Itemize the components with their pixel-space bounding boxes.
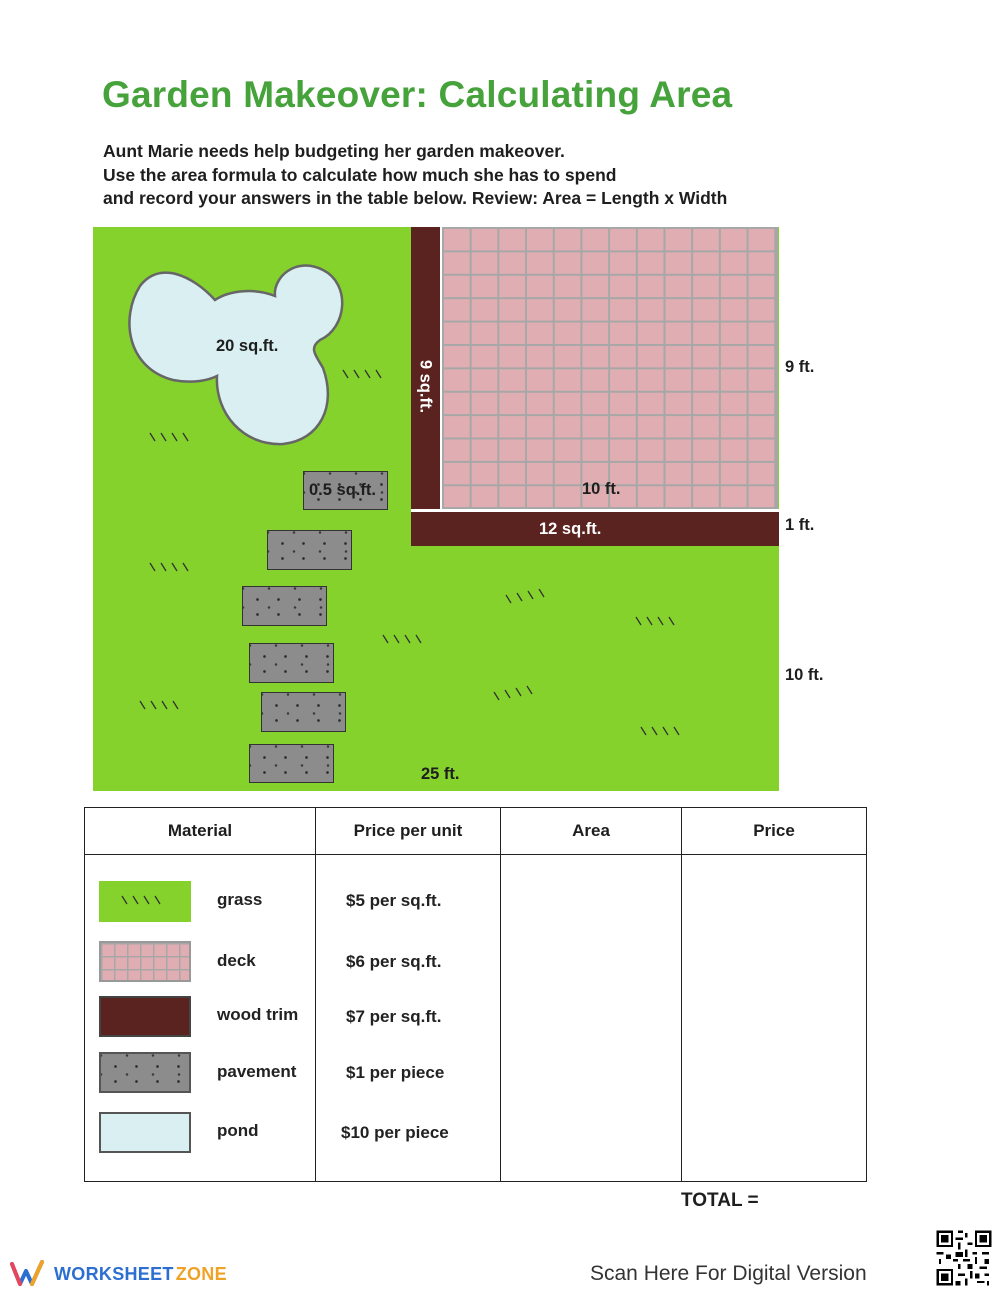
instruction-line: Use the area formula to calculate how much she has to spend bbox=[103, 164, 617, 185]
trim-vertical-area-label: 9 sq.ft. bbox=[416, 359, 435, 414]
price-cell bbox=[316, 855, 501, 1182]
pond-swatch bbox=[99, 1112, 191, 1153]
column-header: Material bbox=[85, 808, 316, 855]
material-label: pond bbox=[217, 1121, 259, 1140]
instruction-line: and record your answers in the table below. Review: Area = Length x Width bbox=[103, 188, 728, 208]
instructions bbox=[103, 140, 803, 211]
unit-price: $1 per piece bbox=[346, 1063, 445, 1082]
unit-price: $6 per sq.ft. bbox=[346, 952, 442, 971]
dimension-label-grass: 10 ft. bbox=[785, 666, 824, 684]
area-answer-cell[interactable] bbox=[501, 855, 682, 1182]
pavement-swatch bbox=[99, 1052, 191, 1093]
deck-width-label: 10 ft. bbox=[582, 480, 621, 498]
total-label: TOTAL = bbox=[681, 1190, 759, 1211]
material-cell bbox=[85, 855, 316, 1182]
wood-trim-swatch bbox=[99, 996, 191, 1037]
pavement-stone bbox=[261, 692, 346, 732]
brand-logo[interactable] bbox=[10, 1258, 227, 1290]
pavement-stone bbox=[249, 744, 334, 783]
unit-price: $5 per sq.ft. bbox=[346, 891, 442, 910]
grass-swatch bbox=[99, 881, 191, 922]
qr-code-icon[interactable] bbox=[934, 1228, 994, 1288]
brand-name-part: ZONE bbox=[175, 1263, 227, 1284]
garden-diagram bbox=[93, 227, 779, 791]
price-table bbox=[84, 807, 867, 1182]
stone-area-label: 0.5 sq.ft. bbox=[309, 481, 376, 499]
table-row bbox=[85, 855, 867, 1182]
page-title: Garden Makeover: Calculating Area bbox=[102, 74, 733, 115]
column-header: Area bbox=[501, 808, 682, 855]
pavement-stone bbox=[242, 586, 327, 626]
material-label: pavement bbox=[217, 1062, 297, 1081]
instruction-line: Aunt Marie needs help budgeting her garden makeover. bbox=[103, 141, 565, 161]
material-label: wood trim bbox=[217, 1005, 299, 1024]
deck-swatch bbox=[99, 941, 191, 982]
grass-tufts bbox=[93, 227, 779, 791]
grass-tuft-icon bbox=[99, 881, 191, 922]
dimension-label-deck: 9 ft. bbox=[785, 358, 815, 376]
material-label: grass bbox=[217, 890, 263, 909]
scan-instruction: Scan Here For Digital Version bbox=[590, 1262, 867, 1285]
unit-price: $10 per piece bbox=[341, 1123, 449, 1142]
pond-area-label: 20 sq.ft. bbox=[216, 337, 279, 355]
bottom-dimension-label: 25 ft. bbox=[421, 765, 460, 783]
table-header-row bbox=[85, 808, 867, 855]
worksheetzone-logo-icon bbox=[10, 1260, 46, 1288]
pavement-stone bbox=[267, 530, 352, 570]
unit-price: $7 per sq.ft. bbox=[346, 1007, 442, 1026]
brand-name bbox=[54, 1264, 227, 1285]
dimension-label-trim: 1 ft. bbox=[785, 516, 815, 534]
price-answer-cell[interactable] bbox=[682, 855, 867, 1182]
material-label: deck bbox=[217, 951, 256, 970]
column-header: Price per unit bbox=[316, 808, 501, 855]
pavement-stone bbox=[249, 643, 334, 683]
trim-horizontal-area-label: 12 sq.ft. bbox=[539, 520, 602, 538]
column-header: Price bbox=[682, 808, 867, 855]
brand-name-part: WORKSHEET bbox=[54, 1263, 174, 1284]
